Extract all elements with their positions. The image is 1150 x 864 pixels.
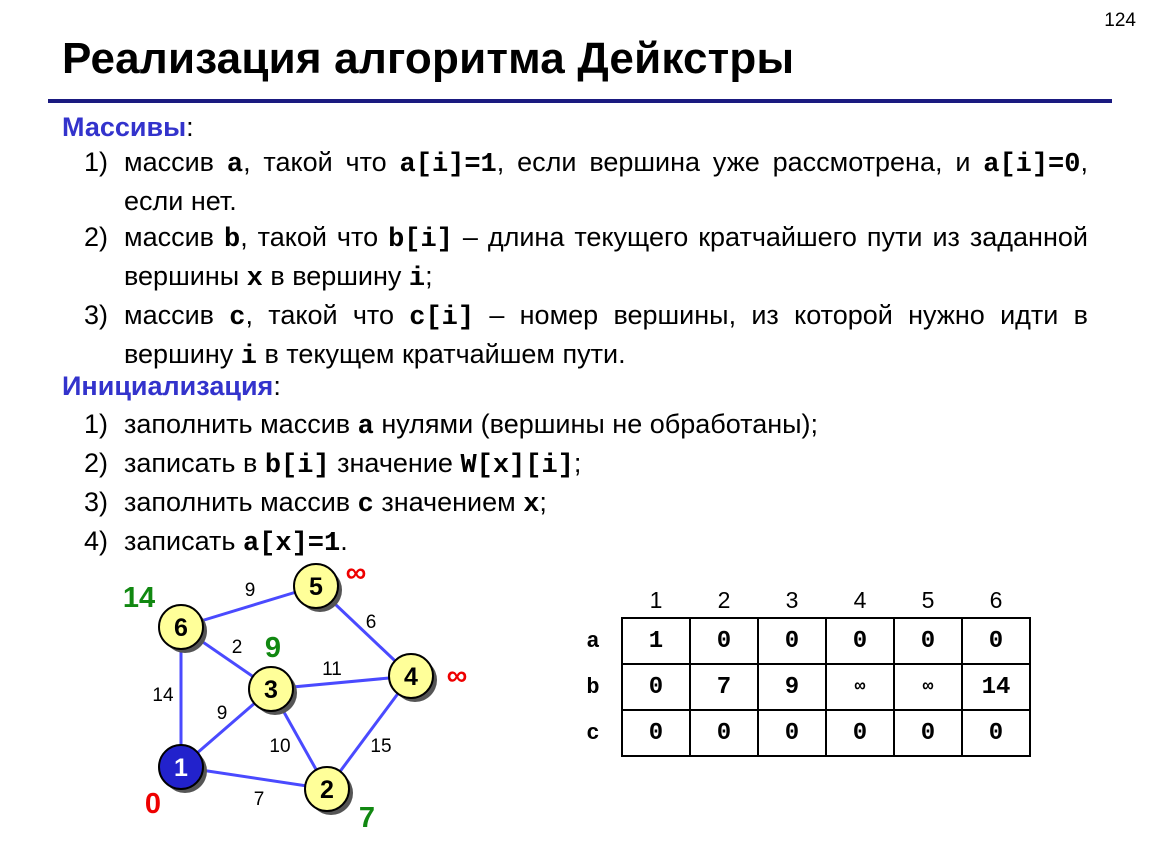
text-fragment: нулями (вершины не обработаны); xyxy=(373,409,819,439)
column-header: 2 xyxy=(717,586,731,613)
table-cell: 0 xyxy=(894,710,962,756)
node-label: 3 xyxy=(264,676,278,704)
column-header: 3 xyxy=(785,586,799,613)
list-number: 4) xyxy=(84,526,109,556)
table-cell: 0 xyxy=(622,710,690,756)
code-fragment: c xyxy=(357,490,374,520)
edge-weight-label: 9 xyxy=(244,580,256,601)
code-fragment: b[i] xyxy=(388,225,453,255)
text-fragment: записать xyxy=(124,526,243,556)
table-row xyxy=(565,664,1030,710)
list-number: 2) xyxy=(84,448,109,478)
table-cell: 14 xyxy=(962,664,1030,710)
node-label: 4 xyxy=(404,663,418,691)
page-number: 124 xyxy=(1104,10,1136,31)
table-cell: 0 xyxy=(962,710,1030,756)
row-label: b xyxy=(586,674,600,700)
list-number: 2) xyxy=(84,222,109,252)
text-fragment: записать в xyxy=(124,448,265,478)
text-fragment: массив xyxy=(124,147,227,177)
table-cell: 0 xyxy=(758,618,826,664)
text-fragment: массив xyxy=(124,300,230,330)
table-cell: 0 xyxy=(758,710,826,756)
table-cell: ∞ xyxy=(826,664,894,710)
text-fragment: в текущем кратчайшем пути. xyxy=(256,339,626,369)
table-cell: 0 xyxy=(690,618,758,664)
edge-weight-label: 6 xyxy=(365,612,377,633)
text-fragment: заполнить массив xyxy=(124,487,358,517)
code-fragment: a[i]=0 xyxy=(983,150,1081,180)
row-label: a xyxy=(586,628,600,654)
text-fragment: значение xyxy=(329,448,461,478)
text-fragment: – номер вершины, из которой нужно идти в вершину xyxy=(124,300,1088,369)
code-fragment: a[i]=1 xyxy=(399,150,497,180)
list-number: 1) xyxy=(84,147,109,177)
node-distance-label: 7 xyxy=(358,802,376,834)
node-distance-label: ∞ xyxy=(345,557,367,589)
code-fragment: i xyxy=(408,264,426,294)
table-cell: 0 xyxy=(894,618,962,664)
column-header: 4 xyxy=(853,586,867,613)
list-number: 3) xyxy=(84,300,109,330)
code-fragment: b xyxy=(223,225,241,255)
edge-weight-label: 10 xyxy=(269,736,291,757)
code-fragment: b[i] xyxy=(264,451,330,481)
table-cell: 0 xyxy=(690,710,758,756)
node-label: 5 xyxy=(309,573,323,601)
arrays-heading-text: Массивы xyxy=(62,112,187,142)
code-fragment: x xyxy=(523,490,540,520)
node-distance-label: 9 xyxy=(264,632,282,664)
edge-weight-label: 15 xyxy=(370,736,392,757)
table-row xyxy=(565,710,1030,756)
column-header: 6 xyxy=(989,586,1003,613)
text-fragment: в вершину xyxy=(262,261,409,291)
text-fragment: . xyxy=(340,526,348,556)
list-number: 1) xyxy=(84,409,109,439)
text-fragment: , такой что xyxy=(245,300,410,330)
table-cell: 0 xyxy=(622,664,690,710)
text-fragment: заполнить массив xyxy=(124,409,358,439)
code-fragment: a xyxy=(357,412,374,442)
table-cell: 0 xyxy=(826,618,894,664)
text-fragment: , такой что xyxy=(243,147,400,177)
node-distance-label: ∞ xyxy=(446,660,468,692)
node-distance-label: 14 xyxy=(122,582,156,614)
row-label: c xyxy=(586,720,600,746)
list-number: 3) xyxy=(84,487,109,517)
code-fragment: c xyxy=(229,303,246,333)
table-cell: 1 xyxy=(622,618,690,664)
code-fragment: c[i] xyxy=(409,303,475,333)
node-label: 6 xyxy=(174,614,188,642)
edge-weight-label: 9 xyxy=(216,703,228,724)
table-cell: 7 xyxy=(690,664,758,710)
text-fragment: , такой что xyxy=(240,222,389,252)
text-fragment: массив xyxy=(124,222,224,252)
edge-weight-label: 2 xyxy=(231,637,243,658)
text-fragment: ; xyxy=(539,487,547,517)
page-title: Реализация алгоритма Дейкстры xyxy=(62,34,795,83)
table-header-row xyxy=(565,583,1030,618)
code-fragment: a xyxy=(226,150,244,180)
edge-weight-label: 14 xyxy=(152,685,174,706)
text-fragment: ; xyxy=(573,448,582,478)
text-fragment: , если нет. xyxy=(124,147,1088,216)
table-cell: ∞ xyxy=(894,664,962,710)
text-fragment: – длина текущего кратчайшего пути из заданной вершины xyxy=(124,222,1088,291)
column-header: 5 xyxy=(921,586,935,613)
graph-diagram xyxy=(0,0,560,864)
arrays-heading-colon: : xyxy=(186,112,194,142)
edge-weight-label: 11 xyxy=(322,659,342,680)
node-label: 1 xyxy=(174,754,188,782)
table-corner xyxy=(565,583,622,618)
init-heading-text: Инициализация xyxy=(62,371,274,401)
table-cell: 0 xyxy=(826,710,894,756)
code-fragment: x xyxy=(246,264,263,294)
column-header: 1 xyxy=(649,586,663,613)
text-fragment: , если вершина уже рассмотрена, и xyxy=(496,147,984,177)
init-heading-colon: : xyxy=(273,371,281,401)
code-fragment: i xyxy=(240,342,257,372)
array-table xyxy=(565,583,1031,757)
table-cell: 9 xyxy=(758,664,826,710)
node-distance-label: 0 xyxy=(144,788,162,820)
code-fragment: W[x][i] xyxy=(460,451,574,481)
edge-weight-label: 7 xyxy=(253,789,265,810)
text-fragment: ; xyxy=(425,261,433,291)
node-label: 2 xyxy=(320,776,334,804)
table-cell: 0 xyxy=(962,618,1030,664)
table-row xyxy=(565,618,1030,664)
text-fragment: значением xyxy=(373,487,524,517)
code-fragment: a[x]=1 xyxy=(242,529,341,559)
